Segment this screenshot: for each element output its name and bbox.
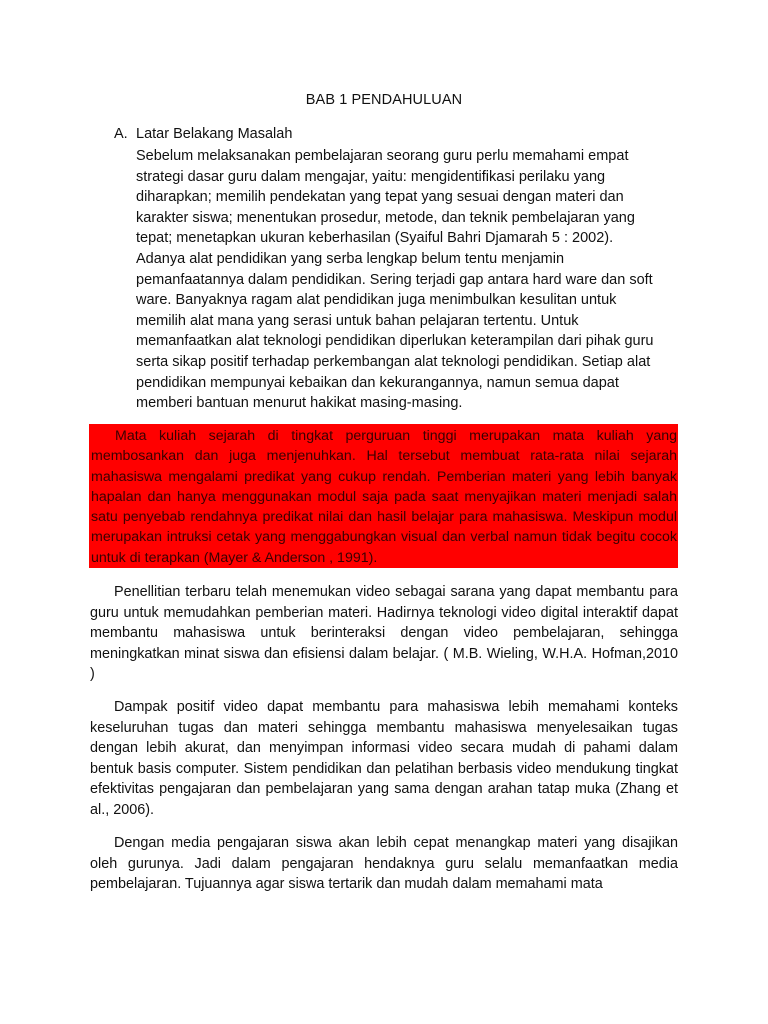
body-paragraph-1: Penellitian terbaru telah menemukan video sebagai sarana yang dapat membantu para guru untuk memudahkan pemberian materi. Hadirnya teknologi video digital interaktif dapat membantu mahasiswa untuk berinteraksi dengan video pembelajaran, sehingga meningkatkan minat siswa dan efisiensi dalam belajar. ( M.B. Wieling, W.H.A. Hofman,2010 )	[90, 584, 678, 683]
intro-paragraph: Sebelum melaksanakan pembelajaran seorang guru perlu memahami empat strategi dasar guru dalam mengajar, yaitu: mengidentifikasi perilaku yang diharapkan; memilih pendekatan yang tepat yang sesuai dengan materi dan karakter siswa; menentukan prosedur, metode, dan teknik pembelajaran yang tepat; menetapkan ukuran keberhasilan (Syaiful Bahri Djamarah 5 : 2002). Adanya alat pendidikan yang serba lengkap belum tentu menjamin pemanfaatannya dalam pendidikan. Sering terjadi gap antara hard ware dan soft ware. Banyaknya ragam alat pendidikan juga menimbulkan kesulitan untuk memilih alat mana yang serasi untuk bahan pelajaran tertentu. Untuk memanfaatkan alat teknologi pendidikan diperlukan keterampilan dari pihak guru serta sikap positif terhadap perkembangan alat teknologi pendidikan. Setiap alat pendidikan mempunyai kebaikan dan kekurangannya, namun semua dapat memberi bantuan menurut hakikat masing-masing.	[136, 148, 654, 412]
section-heading-text: Latar Belakang Masalah	[136, 126, 293, 142]
highlighted-paragraph: Mata kuliah sejarah di tingkat perguruan tinggi merupakan mata kuliah yang membosankan dan juga menjenuhkan. Hal tersebut membuat rata-rata nilai sejarah mahasiswa mengalami predikat yang cukup rendah. Pemberian materi yang lebih banyak hapalan dan hanya menggunakan modul saja pada saat menyajikan materi menjadi salah satu penyebab rendahnya predikat nilai dan hasil belajar para mahasiswa. Meskipun modul merupakan intruksi cetak yang menggabungkan visual dan verbal namun tidak begitu cocok untuk di terapkan (Mayer & Anderson , 1991).	[91, 428, 677, 566]
section-heading	[114, 126, 292, 142]
section-number: A.	[114, 126, 128, 142]
body-paragraph-2: Dampak positif video dapat membantu para mahasiswa lebih memahami konteks keseluruhan tugas dan materi sehingga membantu mahasiswa menyelesaikan tugas dengan lebih akurat, dan menyimpan informasi video secara mudah di pahami dalam bentuk basis computer. Sistem pendidikan dan pelatihan berbasis video mendukung tingkat efektivitas pengajaran dan pembelajaran yang sama dengan arahan tatap muka (Zhang et al., 2006).	[90, 699, 678, 818]
chapter-title: BAB 1 PENDAHULUAN	[305, 92, 463, 108]
body-paragraph-3: Dengan media pengajaran siswa akan lebih cepat menangkap materi yang disajikan oleh gurunya. Jadi dalam pengajaran hendaknya guru selalu memanfaatkan media pembelajaran. Tujuannya agar siswa tertarik dan mudah dalam memahami mata	[90, 835, 678, 893]
